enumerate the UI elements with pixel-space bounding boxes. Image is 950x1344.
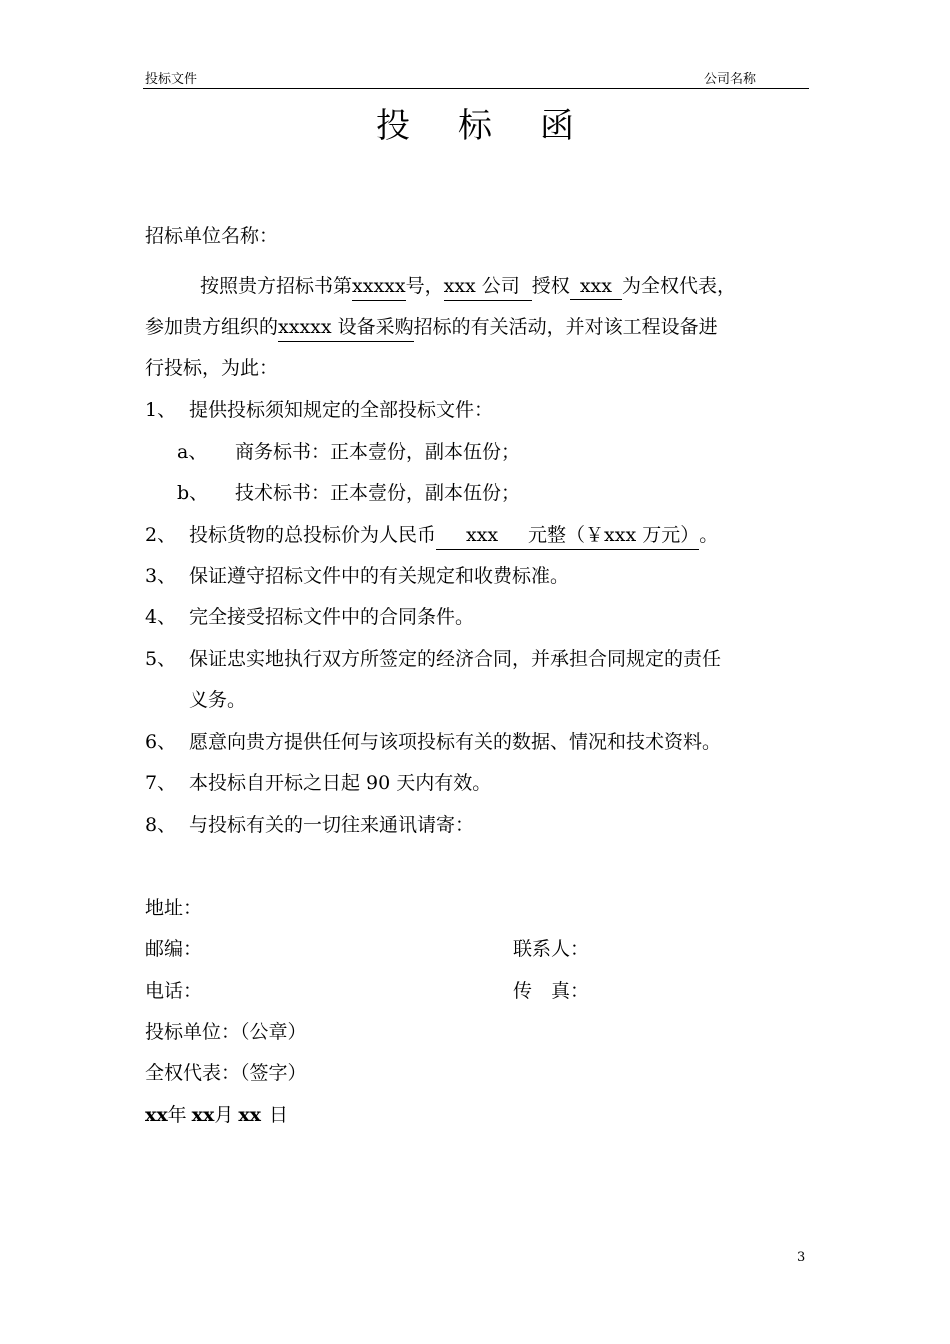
- title-char-3: 函: [540, 106, 574, 146]
- page-number: 3: [797, 1250, 806, 1265]
- intro-text: 按照贵方招标书第: [200, 275, 353, 297]
- header-right: 公司名称: [704, 72, 757, 87]
- item-text: 保证遵守招标文件中的有关规定和收费标准。: [189, 565, 570, 587]
- list-item-2: [145, 522, 718, 550]
- intro-text: 授权: [531, 275, 570, 297]
- item-text: 技术标书：正本壹份，副本伍份；: [235, 482, 521, 504]
- item-text: 与投标有关的一切往来通讯请寄：: [189, 814, 475, 836]
- bid-price-text: 元整（￥xxx 万元）: [528, 524, 700, 546]
- list-item-1: [145, 397, 493, 423]
- intro-line-2: [145, 314, 718, 342]
- date-month-unit: 月: [214, 1104, 234, 1126]
- item-number: 4、: [145, 606, 177, 628]
- recipient-line: 招标单位名称：: [145, 225, 279, 247]
- item-number: 3、: [145, 565, 177, 587]
- intro-text: 为全权代表，: [621, 275, 736, 297]
- intro-line-3: 行投标，为此：: [145, 357, 279, 379]
- intro-text: 招标的有关活动，并对该工程设备进: [413, 316, 718, 338]
- tender-number: xxxxx: [352, 273, 406, 301]
- title-char-2: 标: [458, 106, 492, 146]
- item-text: 提供投标须知规定的全部投标文件：: [189, 399, 494, 421]
- phone-label: 电话：: [145, 980, 203, 1002]
- contact-person-label: 联系人：: [513, 938, 590, 960]
- item-number: 1、: [145, 399, 177, 421]
- item-text: 。: [699, 524, 719, 546]
- item-number: a、: [177, 441, 208, 463]
- header-left: 投标文件: [145, 72, 198, 87]
- representative-signature-label: 全权代表：（签字）: [145, 1062, 307, 1084]
- address-label: 地址：: [145, 897, 203, 919]
- list-item-5: [145, 646, 721, 672]
- list-item-4: [145, 604, 474, 630]
- date-line: [145, 1102, 288, 1128]
- intro-text: 号，: [405, 275, 444, 297]
- item-number: b、: [177, 482, 209, 504]
- item-number: 5、: [145, 648, 177, 670]
- bid-price: [436, 522, 699, 550]
- date-day-value: xx: [238, 1104, 261, 1126]
- item-number: 2、: [145, 524, 177, 546]
- date-month-value: xx: [191, 1104, 215, 1126]
- intro-line-1: [200, 273, 736, 301]
- list-item-3: [145, 563, 569, 589]
- fax-label: 传 真：: [513, 980, 590, 1002]
- bid-price-amount: xxx: [465, 524, 499, 546]
- date-year-value: xx: [145, 1104, 168, 1126]
- list-item-7: [145, 770, 491, 796]
- title-char-1: 投: [376, 106, 410, 146]
- item-text: 愿意向贵方提供任何与该项投标有关的数据、情况和技术资料。: [189, 731, 722, 753]
- item-text: 本投标自开标之日起 90 天内有效。: [189, 772, 492, 794]
- item-text: 投标货物的总投标价为人民币: [189, 524, 437, 546]
- list-item-5-cont: 义务。: [189, 689, 247, 711]
- item-number: 6、: [145, 731, 177, 753]
- list-item-b: [177, 480, 520, 506]
- item-text: 保证忠实地执行双方所签定的经济合同，并承担合同规定的责任: [189, 648, 722, 670]
- intro-text: 参加贵方组织的: [145, 316, 279, 338]
- header-rule: [143, 88, 809, 89]
- item-text: 完全接受招标文件中的合同条件。: [189, 606, 475, 628]
- list-item-a: [177, 439, 520, 465]
- list-item-8: [145, 812, 474, 838]
- date-day-unit: 日: [269, 1104, 289, 1126]
- postcode-label: 邮编：: [145, 938, 203, 960]
- list-item-6: [145, 729, 721, 755]
- representative-name: xxx: [570, 273, 622, 300]
- equipment-name: xxxxx 设备采购: [278, 314, 414, 342]
- company-name: xxx 公司: [444, 273, 532, 301]
- item-number: 8、: [145, 814, 177, 836]
- item-text: 商务标书：正本壹份，副本伍份；: [235, 441, 521, 463]
- page-title: [0, 104, 950, 148]
- date-year-unit: 年: [167, 1104, 187, 1126]
- bidder-seal-label: 投标单位：（公章）: [145, 1021, 307, 1043]
- item-number: 7、: [145, 772, 177, 794]
